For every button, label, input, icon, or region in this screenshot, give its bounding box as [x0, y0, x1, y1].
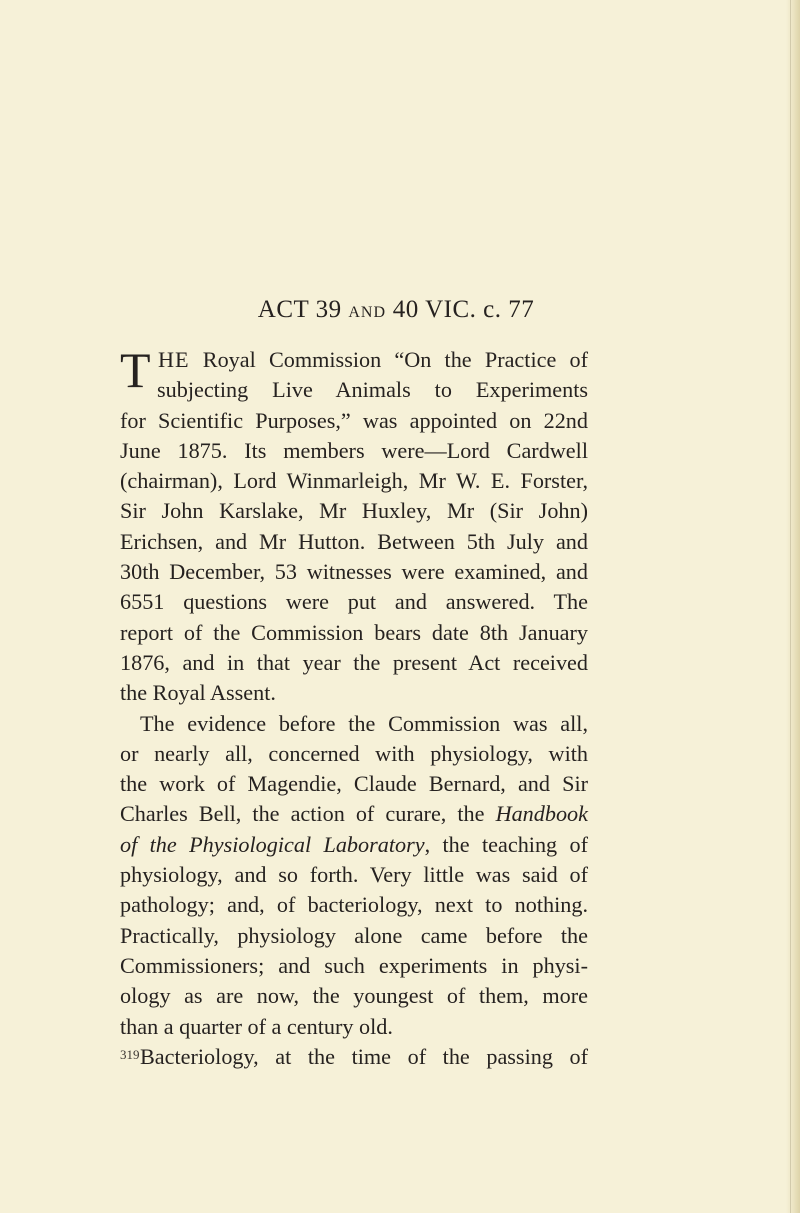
text-line: of the Physiological Laboratory, the teaching of: [120, 831, 588, 857]
text-line: 1876, and in that year the present Act received: [120, 649, 588, 675]
text-line: Commissioners; and such experiments in physi-: [120, 952, 588, 978]
text-line: physiology, and so forth. Very little was said of: [120, 862, 588, 888]
text-line: Erichsen, and Mr Hutton. Between 5th July and: [120, 528, 588, 554]
text-line: or nearly all, concerned with physiology, with: [120, 740, 588, 766]
text-line: the work of Magendie, Claude Bernard, and Sir: [120, 771, 588, 797]
text-line: the Royal Assent.: [120, 680, 276, 706]
page-heading: [0, 296, 796, 324]
text-line: Sir John Karslake, Mr Huxley, Mr (Sir John): [120, 498, 588, 524]
italic-title: of the Physiological Laboratory: [120, 831, 425, 857]
text-line: for Scientific Purposes,” was appointed on 22nd: [120, 407, 588, 433]
text-line: The evidence before the Commission was all,: [140, 710, 588, 736]
page-edge: [786, 0, 800, 1213]
italic-title: Handbook: [495, 801, 588, 827]
text-line: HE Royal Commission “On the Practice of: [158, 347, 588, 372]
page-number: 319: [120, 1047, 140, 1062]
text-line: than a quarter of a century old.: [120, 1013, 393, 1039]
text-line: 30th December, 53 witnesses were examined, and: [120, 559, 588, 585]
text-line: subjecting Live Animals to Experiments: [157, 377, 588, 403]
drop-cap: T: [120, 342, 151, 398]
heading-small-caps: AND: [348, 304, 387, 321]
text-line: (chairman), Lord Winmarleigh, Mr W. E. Forster,: [120, 468, 588, 494]
opening-caps: HE: [158, 347, 190, 372]
text-line: report of the Commission bears date 8th January: [120, 619, 588, 645]
text-line: ology as are now, the youngest of them, more: [120, 983, 588, 1009]
text-line: Bacteriology, at the time of the passing of: [140, 1043, 588, 1069]
text-line: pathology; and, of bacteriology, next to nothing.: [120, 892, 588, 918]
text-line: Practically, physiology alone came before the: [120, 922, 588, 948]
text-line: June 1875. Its members were—Lord Cardwell: [120, 437, 588, 463]
heading-text-suffix: 40 VIC. c. 77: [386, 296, 535, 323]
body-text: [120, 342, 588, 1072]
text-line: 6551 questions were put and answered. The: [120, 589, 588, 615]
text-line: Charles Bell, the action of curare, the Handbook: [120, 801, 588, 827]
heading-text: ACT 39: [257, 296, 349, 323]
